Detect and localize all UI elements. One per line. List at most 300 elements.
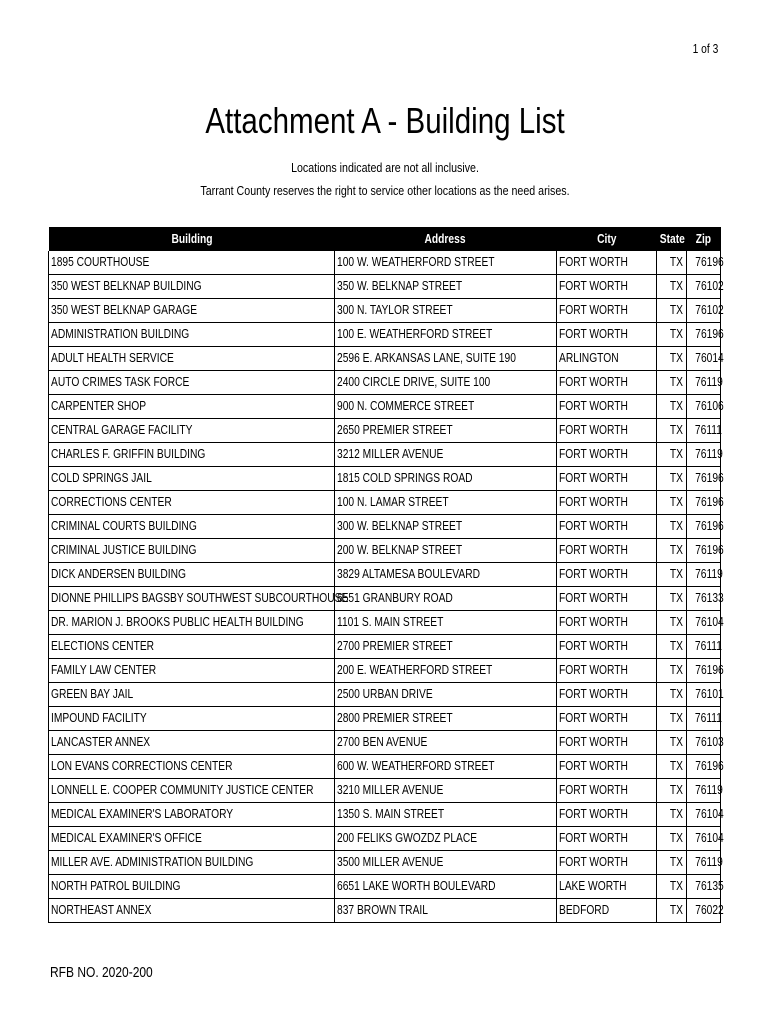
cell-text: FORT WORTH <box>559 831 628 845</box>
cell-city <box>557 731 657 755</box>
cell-address <box>335 875 557 899</box>
cell-text: 76135 <box>695 879 724 893</box>
cell-text: 350 W. BELKNAP STREET <box>337 279 463 293</box>
cell-text: FORT WORTH <box>559 687 628 701</box>
cell-address <box>335 347 557 371</box>
cell-state <box>657 659 687 683</box>
cell-building <box>49 419 335 443</box>
cell-text: TX <box>669 327 683 341</box>
cell-text: 76022 <box>695 903 724 917</box>
cell-text: NORTH PATROL BUILDING <box>51 879 181 893</box>
cell-text: DIONNE PHILLIPS BAGSBY SOUTHWEST SUBCOURTHOUSE <box>51 591 349 605</box>
cell-text: 76111 <box>694 711 722 725</box>
cell-city <box>557 539 657 563</box>
cell-city <box>557 323 657 347</box>
cell-text: 76101 <box>695 687 724 701</box>
cell-text: TX <box>669 399 683 413</box>
cell-building <box>49 539 335 563</box>
cell-text: 1101 S. MAIN STREET <box>337 615 444 629</box>
cell-building <box>49 851 335 875</box>
cell-zip <box>687 515 724 539</box>
cell-building <box>49 275 335 299</box>
cell-building <box>49 731 335 755</box>
cell-text: FORT WORTH <box>559 375 628 389</box>
cell-state <box>657 899 687 923</box>
cell-building <box>49 347 335 371</box>
cell-text: TX <box>669 615 683 629</box>
cell-zip <box>687 755 724 779</box>
table-row <box>49 323 721 347</box>
cell-zip <box>687 779 721 803</box>
cell-text: TX <box>669 375 683 389</box>
cell-zip <box>687 707 721 731</box>
cell-text: TX <box>669 879 683 893</box>
cell-text: 76104 <box>695 831 724 845</box>
table-header-row <box>49 227 721 251</box>
cell-state <box>657 539 687 563</box>
table-row <box>49 779 721 803</box>
cell-building <box>49 323 335 347</box>
cell-address <box>335 251 557 275</box>
cell-text: 76196 <box>695 327 724 341</box>
cell-building <box>49 251 335 275</box>
cell-text: 76119 <box>695 783 723 797</box>
cell-city <box>557 299 657 323</box>
cell-text: 200 E. WEATHERFORD STREET <box>337 663 493 677</box>
cell-text: TX <box>669 255 683 269</box>
cell-building <box>49 707 335 731</box>
building-list-table <box>48 227 724 923</box>
cell-building <box>49 563 335 587</box>
cell-text: 350 WEST BELKNAP BUILDING <box>51 279 202 293</box>
cell-building <box>49 443 335 467</box>
cell-city <box>557 683 657 707</box>
cell-address <box>335 515 557 539</box>
cell-text: TX <box>669 903 683 917</box>
cell-city <box>557 851 657 875</box>
cell-city <box>557 659 657 683</box>
cell-text: FORT WORTH <box>559 447 628 461</box>
cell-text: FORT WORTH <box>559 327 628 341</box>
cell-text: TX <box>669 279 683 293</box>
cell-text: TX <box>669 687 683 701</box>
cell-state <box>657 371 687 395</box>
cell-text: ADMINISTRATION BUILDING <box>51 327 190 341</box>
cell-text: TX <box>669 447 683 461</box>
table-row <box>49 275 721 299</box>
cell-state <box>657 779 687 803</box>
cell-text: NORTHEAST ANNEX <box>51 903 152 917</box>
cell-state <box>657 275 687 299</box>
cell-state <box>657 347 687 371</box>
cell-address <box>335 563 557 587</box>
cell-text: 200 FELIKS GWOZDZ PLACE <box>337 831 478 845</box>
cell-text: 76196 <box>695 759 724 773</box>
cell-state <box>657 635 687 659</box>
cell-address <box>335 707 557 731</box>
cell-address <box>335 803 557 827</box>
cell-text: 2500 URBAN DRIVE <box>337 687 433 701</box>
cell-text: 3500 MILLER AVENUE <box>337 855 444 869</box>
cell-text: 2596 E. ARKANSAS LANE, SUITE 190 <box>337 351 516 365</box>
cell-text: 350 WEST BELKNAP GARAGE <box>51 303 198 317</box>
cell-zip <box>687 299 724 323</box>
cell-address <box>335 539 557 563</box>
cell-building <box>49 611 335 635</box>
cell-zip <box>687 587 724 611</box>
cell-zip <box>687 683 724 707</box>
cell-text: 76104 <box>695 807 724 821</box>
cell-text: COLD SPRINGS JAIL <box>51 471 152 485</box>
cell-text: 3212 MILLER AVENUE <box>337 447 444 461</box>
header-address: Address <box>335 227 557 251</box>
cell-text: CRIMINAL JUSTICE BUILDING <box>51 543 197 557</box>
cell-zip <box>687 875 724 899</box>
cell-text: 837 BROWN TRAIL <box>337 903 428 917</box>
table-row <box>49 467 721 491</box>
cell-city <box>557 275 657 299</box>
cell-text: 76111 <box>694 639 722 653</box>
cell-text: FORT WORTH <box>559 855 628 869</box>
cell-text: TX <box>669 663 683 677</box>
cell-text: FORT WORTH <box>559 735 628 749</box>
subtitle-reserve-note: Tarrant County reserves the right to service other locations as the need arises. <box>200 183 570 198</box>
cell-city <box>557 467 657 491</box>
header-zip: Zip <box>687 227 721 251</box>
cell-text: 6551 GRANBURY ROAD <box>337 591 453 605</box>
table-row <box>49 491 721 515</box>
cell-address <box>335 443 557 467</box>
cell-building <box>49 875 335 899</box>
cell-building <box>49 803 335 827</box>
cell-text: 100 E. WEATHERFORD STREET <box>337 327 493 341</box>
cell-address <box>335 611 557 635</box>
cell-text: LONNELL E. COOPER COMMUNITY JUSTICE CENTER <box>51 783 314 797</box>
cell-state <box>657 851 687 875</box>
cell-building <box>49 515 335 539</box>
cell-text: 76119 <box>695 447 723 461</box>
cell-text: BEDFORD <box>559 903 610 917</box>
cell-text: TX <box>669 639 683 653</box>
cell-text: 3829 ALTAMESA BOULEVARD <box>337 567 481 581</box>
cell-text: TX <box>669 783 683 797</box>
cell-text: FORT WORTH <box>559 471 628 485</box>
cell-building <box>49 299 335 323</box>
cell-zip <box>687 251 724 275</box>
cell-text: TX <box>669 303 683 317</box>
cell-text: CHARLES F. GRIFFIN BUILDING <box>51 447 206 461</box>
cell-text: 76103 <box>695 735 724 749</box>
cell-city <box>557 875 657 899</box>
cell-text: 2700 BEN AVENUE <box>337 735 428 749</box>
cell-text: TX <box>669 711 683 725</box>
cell-text: TX <box>669 591 683 605</box>
table-row <box>49 659 721 683</box>
cell-text: 76119 <box>695 855 723 869</box>
table-row <box>49 395 721 419</box>
cell-text: ADULT HEALTH SERVICE <box>51 351 174 365</box>
cell-text: TX <box>669 567 683 581</box>
cell-city <box>557 899 657 923</box>
cell-state <box>657 491 687 515</box>
cell-state <box>657 251 687 275</box>
cell-text: ELECTIONS CENTER <box>51 639 155 653</box>
cell-zip <box>687 731 724 755</box>
cell-address <box>335 827 557 851</box>
table-body <box>49 251 724 923</box>
cell-text: 76119 <box>695 375 723 389</box>
cell-address <box>335 491 557 515</box>
cell-text: FORT WORTH <box>559 519 628 533</box>
cell-zip <box>687 851 721 875</box>
table-row <box>49 299 721 323</box>
cell-state <box>657 827 687 851</box>
cell-text: 76196 <box>695 471 724 485</box>
cell-text: TX <box>669 855 683 869</box>
cell-building <box>49 395 335 419</box>
cell-building <box>49 659 335 683</box>
cell-city <box>557 803 657 827</box>
cell-text: CARPENTER SHOP <box>51 399 147 413</box>
cell-address <box>335 731 557 755</box>
cell-city <box>557 251 657 275</box>
table-row <box>49 419 721 443</box>
cell-city <box>557 827 657 851</box>
cell-address <box>335 635 557 659</box>
cell-address <box>335 683 557 707</box>
cell-text: FORT WORTH <box>559 567 628 581</box>
cell-city <box>557 611 657 635</box>
cell-text: 76196 <box>695 519 724 533</box>
cell-text: LANCASTER ANNEX <box>51 735 151 749</box>
cell-text: 76119 <box>695 567 723 581</box>
cell-building <box>49 587 349 611</box>
table-row <box>49 563 721 587</box>
table-row <box>49 899 721 923</box>
cell-text: 2650 PREMIER STREET <box>337 423 453 437</box>
cell-building <box>49 683 335 707</box>
cell-zip <box>687 611 724 635</box>
cell-city <box>557 395 657 419</box>
cell-zip <box>687 563 721 587</box>
cell-city <box>557 779 657 803</box>
cell-state <box>657 443 687 467</box>
table-row <box>49 371 721 395</box>
cell-text: 76014 <box>695 351 724 365</box>
cell-text: FORT WORTH <box>559 663 628 677</box>
header-city: City <box>557 227 657 251</box>
cell-text: 100 N. LAMAR STREET <box>337 495 449 509</box>
cell-zip <box>687 827 724 851</box>
cell-building <box>49 899 335 923</box>
cell-zip <box>687 419 721 443</box>
cell-text: 76102 <box>695 279 724 293</box>
cell-text: FORT WORTH <box>559 423 628 437</box>
cell-text: 76133 <box>695 591 724 605</box>
cell-city <box>557 491 657 515</box>
cell-text: FORT WORTH <box>559 303 628 317</box>
cell-zip <box>687 539 724 563</box>
cell-zip <box>687 347 724 371</box>
cell-city <box>557 347 657 371</box>
cell-state <box>657 467 687 491</box>
cell-state <box>657 731 687 755</box>
cell-building <box>49 371 335 395</box>
cell-address <box>335 659 557 683</box>
cell-state <box>657 419 687 443</box>
rfb-number: RFB NO. 2020-200 <box>50 964 153 981</box>
cell-state <box>657 875 687 899</box>
cell-text: TX <box>669 543 683 557</box>
cell-text: IMPOUND FACILITY <box>51 711 147 725</box>
cell-text: ARLINGTON <box>559 351 619 365</box>
cell-city <box>557 707 657 731</box>
cell-zip <box>687 275 724 299</box>
table-row <box>49 875 721 899</box>
cell-text: 76196 <box>695 255 724 269</box>
cell-zip <box>687 803 724 827</box>
cell-building <box>49 491 335 515</box>
cell-text: 1815 COLD SPRINGS ROAD <box>337 471 473 485</box>
header-building: Building <box>49 227 335 251</box>
cell-text: 76106 <box>695 399 724 413</box>
subtitle-inclusive-note: Locations indicated are not all inclusive. <box>291 160 479 175</box>
cell-state <box>657 515 687 539</box>
cell-address <box>335 419 557 443</box>
cell-state <box>657 323 687 347</box>
cell-text: TX <box>669 807 683 821</box>
cell-text: 2400 CIRCLE DRIVE, SUITE 100 <box>337 375 491 389</box>
cell-text: 76111 <box>694 423 722 437</box>
cell-city <box>557 515 657 539</box>
page-title: Attachment A - Building List <box>205 100 565 141</box>
cell-text: FORT WORTH <box>559 255 628 269</box>
cell-state <box>657 395 687 419</box>
cell-address <box>335 467 557 491</box>
cell-building <box>49 467 335 491</box>
cell-text: FORT WORTH <box>559 591 628 605</box>
cell-state <box>657 683 687 707</box>
cell-text: CORRECTIONS CENTER <box>51 495 172 509</box>
cell-text: FORT WORTH <box>559 711 628 725</box>
cell-text: FORT WORTH <box>559 399 628 413</box>
cell-city <box>557 587 657 611</box>
cell-text: TX <box>669 831 683 845</box>
table-row <box>49 587 721 611</box>
cell-address <box>335 755 557 779</box>
cell-city <box>557 563 657 587</box>
cell-state <box>657 563 687 587</box>
cell-text: FORT WORTH <box>559 639 628 653</box>
table-row <box>49 851 721 875</box>
cell-text: DICK ANDERSEN BUILDING <box>51 567 186 581</box>
cell-zip <box>687 371 721 395</box>
table-row <box>49 827 721 851</box>
cell-text: 76196 <box>695 495 724 509</box>
table-row <box>49 635 721 659</box>
cell-text: FORT WORTH <box>559 495 628 509</box>
cell-text: FORT WORTH <box>559 759 628 773</box>
cell-text: 2700 PREMIER STREET <box>337 639 453 653</box>
cell-text: MEDICAL EXAMINER'S LABORATORY <box>51 807 234 821</box>
page-number: 1 of 3 <box>692 42 718 56</box>
cell-text: 2800 PREMIER STREET <box>337 711 453 725</box>
cell-text: CRIMINAL COURTS BUILDING <box>51 519 197 533</box>
cell-text: 300 W. BELKNAP STREET <box>337 519 463 533</box>
table-row <box>49 803 721 827</box>
cell-text: 1350 S. MAIN STREET <box>337 807 445 821</box>
cell-text: LAKE WORTH <box>559 879 627 893</box>
cell-city <box>557 443 657 467</box>
cell-text: 1895 COURTHOUSE <box>51 255 150 269</box>
table-row <box>49 443 721 467</box>
cell-text: GREEN BAY JAIL <box>51 687 134 701</box>
table-row <box>49 539 721 563</box>
cell-text: 6651 LAKE WORTH BOULEVARD <box>337 879 496 893</box>
cell-address <box>335 323 557 347</box>
cell-state <box>657 803 687 827</box>
cell-address <box>335 779 557 803</box>
cell-state <box>657 755 687 779</box>
cell-building <box>49 779 335 803</box>
cell-state <box>657 611 687 635</box>
cell-city <box>557 419 657 443</box>
cell-text: 900 N. COMMERCE STREET <box>337 399 475 413</box>
cell-building <box>49 755 335 779</box>
cell-zip <box>687 323 724 347</box>
cell-text: DR. MARION J. BROOKS PUBLIC HEALTH BUILDING <box>51 615 304 629</box>
table-row <box>49 251 721 275</box>
cell-zip <box>687 899 724 923</box>
cell-text: 3210 MILLER AVENUE <box>337 783 444 797</box>
cell-text: FORT WORTH <box>559 807 628 821</box>
table-row <box>49 515 721 539</box>
cell-city <box>557 371 657 395</box>
table-row <box>49 683 721 707</box>
cell-text: 76196 <box>695 543 724 557</box>
cell-text: TX <box>669 471 683 485</box>
cell-text: 76196 <box>695 663 724 677</box>
cell-text: 300 N. TAYLOR STREET <box>337 303 453 317</box>
table-row <box>49 611 721 635</box>
cell-address <box>335 587 557 611</box>
cell-text: TX <box>669 351 683 365</box>
cell-zip <box>687 635 721 659</box>
cell-address <box>335 851 557 875</box>
table-row <box>49 347 721 371</box>
cell-state <box>657 587 687 611</box>
cell-state <box>657 299 687 323</box>
cell-text: 600 W. WEATHERFORD STREET <box>337 759 495 773</box>
cell-text: 200 W. BELKNAP STREET <box>337 543 463 557</box>
cell-zip <box>687 443 721 467</box>
cell-text: FORT WORTH <box>559 783 628 797</box>
cell-text: MILLER AVE. ADMINISTRATION BUILDING <box>51 855 254 869</box>
cell-city <box>557 755 657 779</box>
cell-text: FORT WORTH <box>559 615 628 629</box>
cell-text: LON EVANS CORRECTIONS CENTER <box>51 759 233 773</box>
cell-zip <box>687 395 724 419</box>
table-row <box>49 755 721 779</box>
table-row <box>49 731 721 755</box>
cell-text: FORT WORTH <box>559 543 628 557</box>
cell-zip <box>687 659 724 683</box>
cell-building <box>49 827 335 851</box>
cell-text: AUTO CRIMES TASK FORCE <box>51 375 190 389</box>
cell-text: TX <box>669 735 683 749</box>
cell-address <box>335 371 557 395</box>
cell-text: 100 W. WEATHERFORD STREET <box>337 255 495 269</box>
